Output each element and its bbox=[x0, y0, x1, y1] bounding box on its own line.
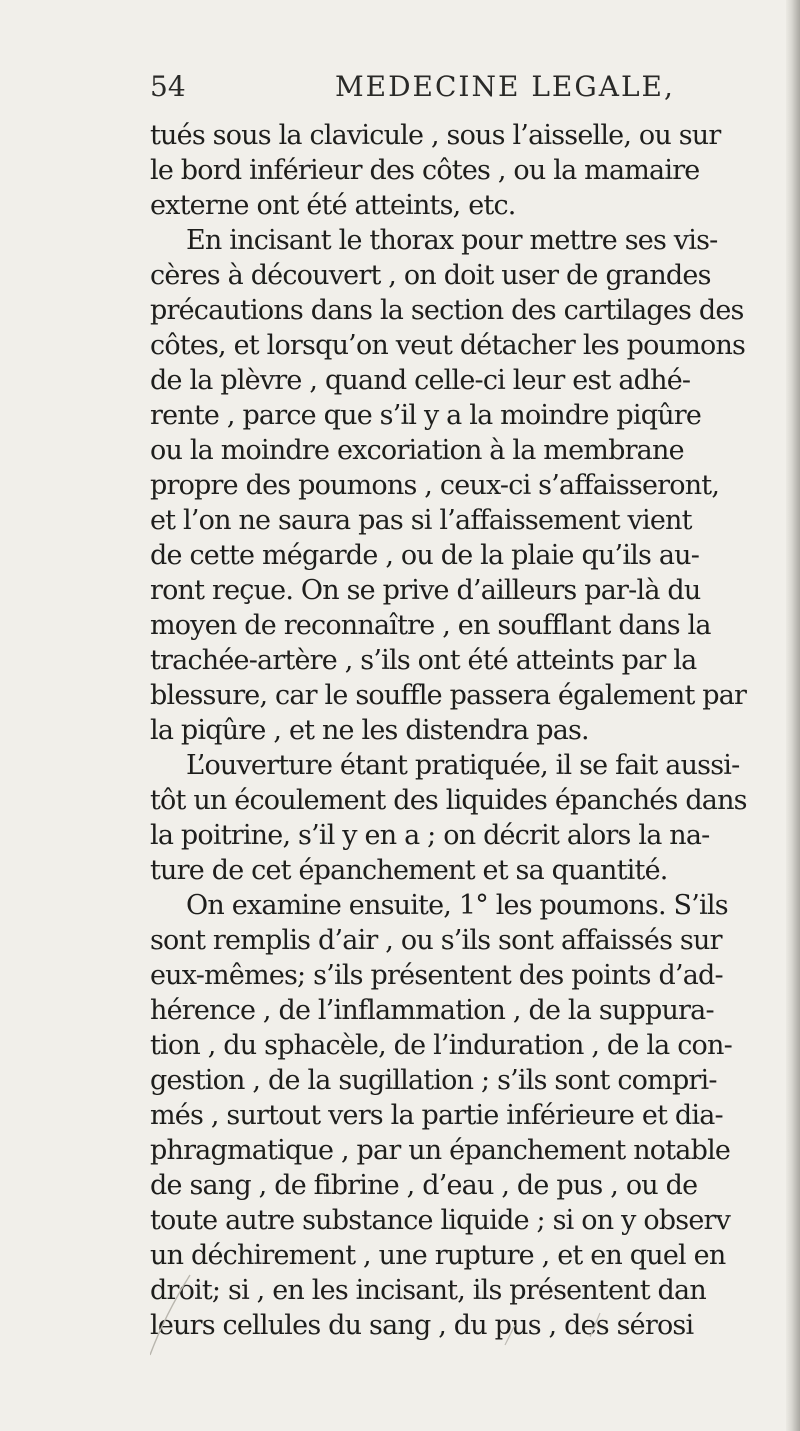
text-line: moyen de reconnaître , en soufflant dans la bbox=[150, 610, 711, 641]
page-number: 54 bbox=[150, 70, 186, 103]
text-line: ront reçue. On se prive d’ailleurs par-là du bbox=[150, 575, 701, 606]
text-line: sont remplis d’air , ou s’ils sont affaissés sur bbox=[150, 925, 722, 956]
text-line: eux-mêmes; s’ils présentent des points d’ad- bbox=[150, 960, 723, 991]
text-line: blessure, car le souffle passera également par bbox=[150, 680, 747, 711]
text-line: L’ouverture étant pratiquée, il se fait aussi- bbox=[186, 750, 740, 781]
text-line: et l’on ne saura pas si l’affaissement vient bbox=[150, 505, 692, 536]
text-line: leurs cellules du sang , du pus , des sérosi bbox=[150, 1310, 694, 1341]
text-line: tion , du sphacèle, de l’induration , de la con- bbox=[150, 1030, 732, 1061]
text-line: En incisant le thorax pour mettre ses vis- bbox=[186, 225, 718, 256]
text-line: précautions dans la section des cartilages des bbox=[150, 295, 744, 326]
text-line: hérence , de l’inflammation , de la suppura- bbox=[150, 995, 714, 1026]
text-line: un déchirement , une rupture , et en quel en bbox=[150, 1240, 726, 1271]
body-text bbox=[150, 118, 790, 1418]
text-line: més , surtout vers la partie inférieure et dia- bbox=[150, 1100, 723, 1131]
text-line: la piqûre , et ne les distendra pas. bbox=[150, 715, 589, 746]
text-line: trachée-artère , s’ils ont été atteints par la bbox=[150, 645, 697, 676]
text-line: externe ont été atteints, etc. bbox=[150, 190, 516, 221]
page-header bbox=[150, 70, 750, 114]
text-line: tôt un écoulement des liquides épanchés dans bbox=[150, 785, 747, 816]
text-line: de la plèvre , quand celle-ci leur est adhé- bbox=[150, 365, 691, 396]
text-line: phragmatique , par un épanchement notable bbox=[150, 1135, 731, 1166]
text-line: le bord inférieur des côtes , ou la mamaire bbox=[150, 155, 700, 186]
text-line: On examine ensuite, 1° les poumons. S’ils bbox=[186, 890, 728, 921]
running-head: MEDECINE LEGALE, bbox=[335, 70, 675, 103]
text-line: propre des poumons , ceux-ci s’affaisseront, bbox=[150, 470, 720, 501]
text-line: cères à découvert , on doit user de grandes bbox=[150, 260, 711, 291]
text-line: rente , parce que s’il y a la moindre piqûre bbox=[150, 400, 702, 431]
text-line: toute autre substance liquide ; si on y observ bbox=[150, 1205, 731, 1236]
text-line: gestion , de la sugillation ; s’ils sont compri- bbox=[150, 1065, 717, 1096]
text-line: tués sous la clavicule , sous l’aisselle, ou sur bbox=[150, 120, 721, 151]
text-line: droit; si , en les incisant, ils présentent dan bbox=[150, 1275, 706, 1306]
text-line: la poitrine, s’il y en a ; on décrit alors la na- bbox=[150, 820, 710, 851]
text-line: ou la moindre excoriation à la membrane bbox=[150, 435, 684, 466]
text-line: ture de cet épanchement et sa quantité. bbox=[150, 855, 668, 886]
decorative-strokes bbox=[150, 1255, 710, 1375]
text-line: côtes, et lorsqu’on veut détacher les poumons bbox=[150, 330, 746, 361]
text-line: de sang , de fibrine , d’eau , de pus , ou de bbox=[150, 1170, 698, 1201]
text-line: de cette mégarde , ou de la plaie qu’ils au- bbox=[150, 540, 700, 571]
